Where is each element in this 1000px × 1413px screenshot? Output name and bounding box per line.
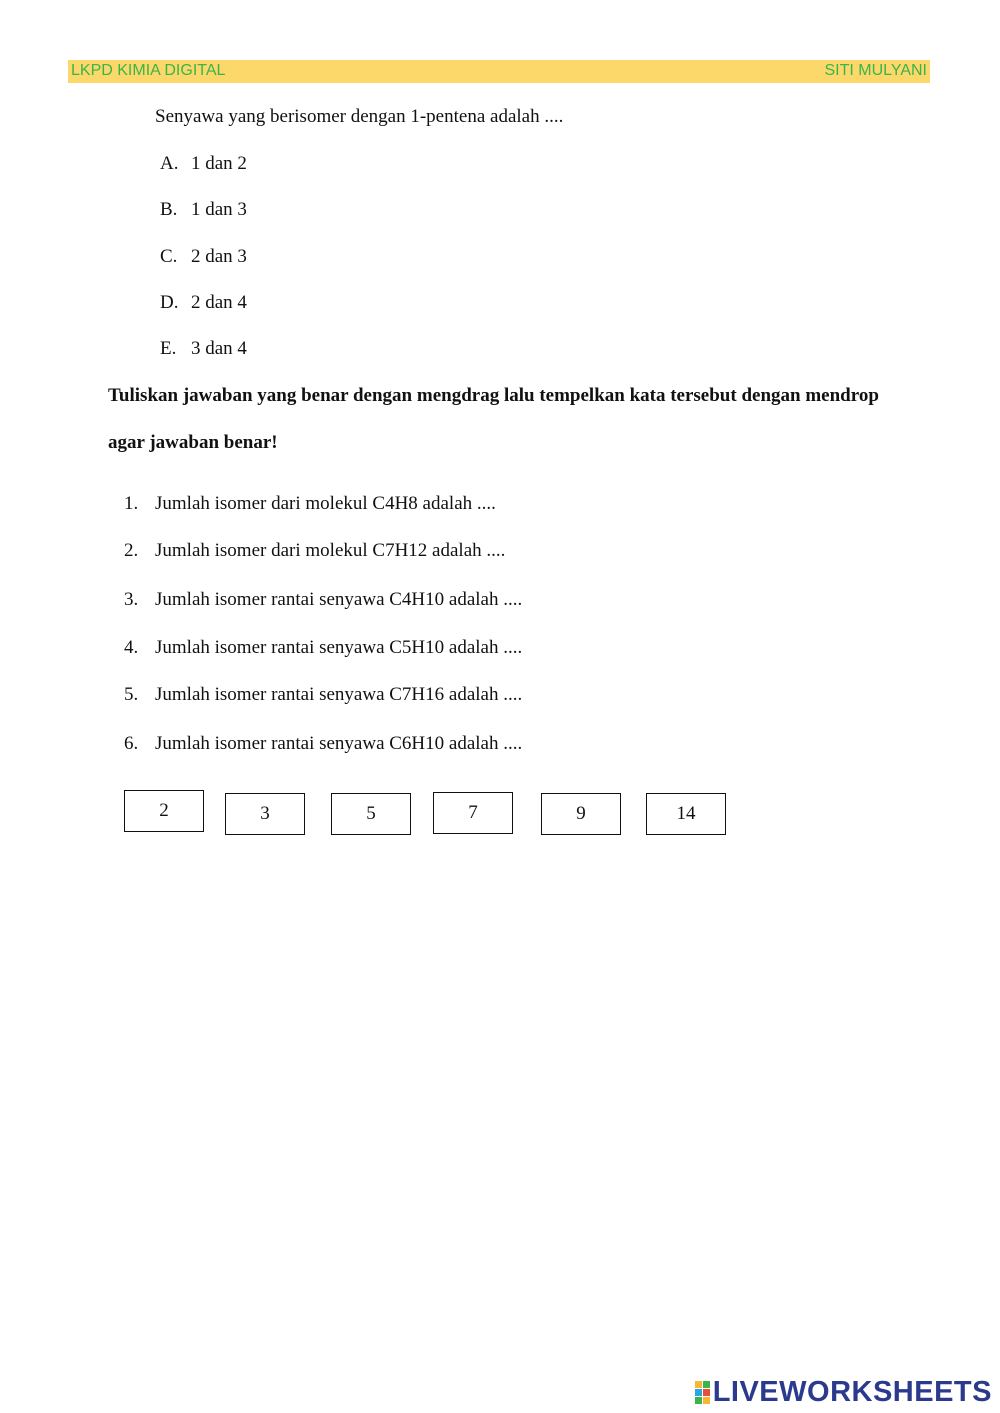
option-text: 3 dan 4 <box>191 338 247 359</box>
option-text: 1 dan 2 <box>191 153 247 174</box>
answer-chip-3[interactable]: 3 <box>225 793 305 835</box>
option-d <box>160 292 247 314</box>
item-text: Jumlah isomer rantai senyawa C5H10 adalah .... <box>155 637 523 658</box>
item-text: Jumlah isomer rantai senyawa C6H10 adalah .... <box>155 733 523 754</box>
answer-chip-9[interactable]: 9 <box>541 793 621 835</box>
answer-chip-5[interactable]: 5 <box>331 793 411 835</box>
instruction-line-1: Tuliskan jawaban yang benar dengan mengdrag lalu tempelkan kata tersebut dengan mendrop <box>108 385 879 406</box>
header-left-title: LKPD KIMIA DIGITAL <box>71 62 226 79</box>
option-letter: D. <box>160 292 179 313</box>
option-letter: B. <box>160 199 178 220</box>
option-e <box>160 338 247 360</box>
option-letter: E. <box>160 338 177 359</box>
answer-chip-2[interactable]: 2 <box>124 790 204 832</box>
item-text: Jumlah isomer dari molekul C7H12 adalah .... <box>155 540 506 561</box>
instruction-line-2: agar jawaban benar! <box>108 432 278 453</box>
option-text: 2 dan 3 <box>191 246 247 267</box>
option-letter: C. <box>160 246 178 267</box>
item-text: Jumlah isomer rantai senyawa C7H16 adalah .... <box>155 684 523 705</box>
option-text: 2 dan 4 <box>191 292 247 313</box>
option-a <box>160 153 247 175</box>
option-letter: A. <box>160 153 179 174</box>
liveworksheets-logo-icon <box>695 1381 710 1404</box>
item-number: 2. <box>124 540 139 561</box>
liveworksheets-logo <box>695 1376 992 1409</box>
header-author: SITI MULYANI <box>824 62 927 79</box>
answer-chip-7[interactable]: 7 <box>433 792 513 834</box>
answer-chip-14[interactable]: 14 <box>646 793 726 835</box>
item-number: 4. <box>124 637 139 658</box>
question-text: Senyawa yang berisomer dengan 1-pentena adalah .... <box>155 106 564 127</box>
item-text: Jumlah isomer rantai senyawa C4H10 adalah .... <box>155 589 523 610</box>
item-number: 1. <box>124 493 139 514</box>
option-b <box>160 199 247 221</box>
item-number: 5. <box>124 684 139 705</box>
option-text: 1 dan 3 <box>191 199 247 220</box>
page-header <box>68 60 930 83</box>
option-c <box>160 246 247 268</box>
item-number: 3. <box>124 589 139 610</box>
item-number: 6. <box>124 733 139 754</box>
item-text: Jumlah isomer dari molekul C4H8 adalah .... <box>155 493 496 514</box>
logo-text: LIVEWORKSHEETS <box>712 1376 992 1408</box>
